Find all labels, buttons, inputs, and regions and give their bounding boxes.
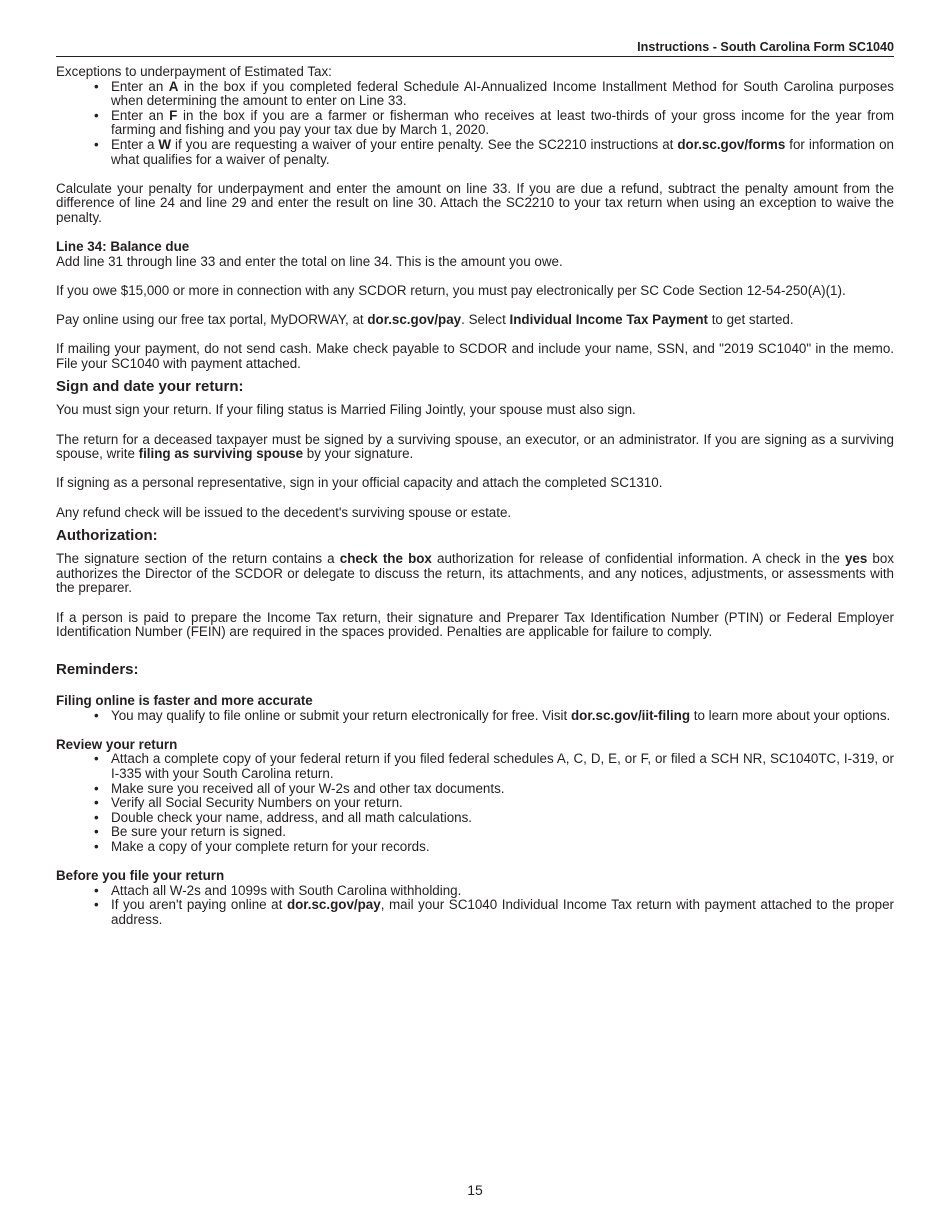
list-item: • Enter a W if you are requesting a waiver of your entire penalty. See the SC2210 instructions at dor.sc.gov/forms for information on what qualifies for a waiver of penalty. xyxy=(111,138,894,167)
list-item: • Attach a complete copy of your federal return if you filed federal schedules A, C, D, E, or F, or filed a SCH NR, SC1040TC, I-319, or I-335 with your South Carolina return. xyxy=(111,752,894,781)
review-heading: Review your return xyxy=(56,736,178,752)
sign-section xyxy=(56,378,894,520)
list-item: • You may qualify to file online or submit your return electronically for free. Visit dor.sc.gov/iit-filing to learn more about your options. xyxy=(111,709,894,724)
paragraph: The return for a deceased taxpayer must be signed by a surviving spouse, an executor, or an administrator. If you are signing as a surviving spouse, write filing as surviving spouse by your signature. xyxy=(56,431,894,462)
exceptions-list xyxy=(56,80,894,168)
page-content xyxy=(56,65,894,927)
page-header xyxy=(56,40,894,57)
paragraph: Pay online using our free tax portal, MyDORWAY, at dor.sc.gov/pay. Select Individual Income Tax Payment to get started. xyxy=(56,312,794,328)
exceptions-intro: Exceptions to underpayment of Estimated Tax: xyxy=(56,64,332,79)
paragraph: Add line 31 through line 33 and enter the total on line 34. This is the amount you owe. xyxy=(56,253,563,269)
pay-link: dor.sc.gov/pay xyxy=(367,312,462,328)
before-file-heading: Before you file your return xyxy=(56,868,225,884)
exceptions-section xyxy=(56,65,894,226)
paragraph: You must sign your return. If your filing status is Married Filing Jointly, your spouse must also sign. xyxy=(56,402,636,418)
list-item: • Make a copy of your complete return for your records. xyxy=(111,840,894,855)
list-item: • Verify all Social Security Numbers on your return. xyxy=(111,796,894,811)
authorization-section xyxy=(56,527,894,640)
list-item: • Double check your name, address, and all math calculations. xyxy=(111,811,894,826)
before-file-list xyxy=(56,884,894,928)
list-item: • Make sure you received all of your W-2s and other tax documents. xyxy=(111,782,894,797)
reminders-section xyxy=(56,661,894,927)
reminders-heading: Reminders: xyxy=(56,661,139,679)
paragraph: If you owe $15,000 or more in connection with any SCDOR return, you must pay electronically per SC Code Section 12-54-250(A)(1). xyxy=(56,282,846,298)
paragraph: If signing as a personal representative, sign in your official capacity and attach the completed SC1310. xyxy=(56,475,663,491)
filing-online-list xyxy=(56,709,894,724)
sign-heading: Sign and date your return: xyxy=(56,378,244,396)
forms-link: dor.sc.gov/forms xyxy=(677,136,786,152)
list-item: • If you aren't paying online at dor.sc.gov/pay, mail your SC1040 Individual Income Tax return with payment attached to the proper address. xyxy=(111,898,894,927)
paragraph: If mailing your payment, do not send cash. Make check payable to SCDOR and include your name, SSN, and "2019 SC1040" in the memo. File your SC1040 with payment attached. xyxy=(56,341,894,371)
paragraph: The signature section of the return contains a check the box authorization for release of confidential information. A check in the yes box authorizes the Director of the SCDOR or delegate to discuss the return, its attachments, and any notices, adjustments, or assessments with the preparer. xyxy=(56,551,895,596)
filing-online-heading: Filing online is faster and more accurate xyxy=(56,692,313,708)
header-title: Instructions - South Carolina Form SC1040 xyxy=(637,40,894,54)
list-item: • Enter an F in the box if you are a farmer or fisherman who receives at least two-thirds of your gross income for the year from farming and fishing and you pay your tax due by March 1, 2020. xyxy=(111,109,894,138)
penalty-calc-paragraph: Calculate your penalty for underpayment and enter the amount on line 33. If you are due a refund, subtract the penalty amount from the difference of line 24 and line 29 and enter the result on line 30. Attach the SC2210 to your tax return when using an exception to waive the penalty. xyxy=(56,180,894,225)
page-number: 15 xyxy=(467,1182,483,1198)
line34-heading: Line 34: Balance due xyxy=(56,239,190,255)
paragraph: Any refund check will be issued to the decedent's surviving spouse or estate. xyxy=(56,504,512,520)
paragraph: If a person is paid to prepare the Income Tax return, their signature and Preparer Tax Identification Number (PTIN) or Federal Employer Identification Number (FEIN) are required in the spaces provided. Penalties are applicable for failure to comply. xyxy=(56,609,894,640)
list-item: • Be sure your return is signed. xyxy=(111,825,894,840)
list-item: • Attach all W-2s and 1099s with South Carolina withholding. xyxy=(111,884,894,899)
authorization-heading: Authorization: xyxy=(56,527,158,545)
pay-link: dor.sc.gov/pay xyxy=(286,897,381,913)
review-list xyxy=(56,752,894,854)
list-item: • Enter an A in the box if you completed federal Schedule AI-Annualized Income Installment Method for South Carolina purposes when determining the amount to enter on Line 33. xyxy=(111,80,894,109)
line34-section xyxy=(56,240,894,371)
iit-filing-link: dor.sc.gov/iit-filing xyxy=(570,707,690,723)
